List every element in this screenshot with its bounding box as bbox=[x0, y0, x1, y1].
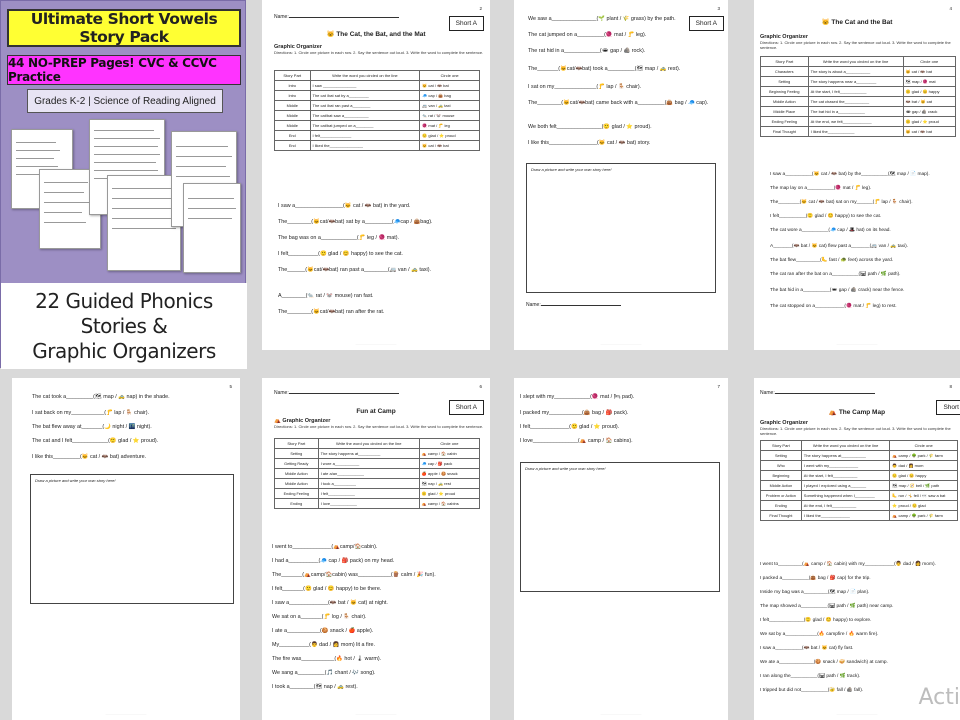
table-row: Middle The cat/bat jumped on a________ 🧶 mat / 🦵 leg bbox=[275, 121, 480, 131]
worksheet-page-7 bbox=[514, 378, 728, 720]
page-number: 7 bbox=[717, 384, 720, 389]
story-sentence: I tripped but did not__________(🤕 fall / 🪨 fall). bbox=[760, 688, 864, 693]
story-sentence: I felt_____________(🙂 glad / ⭐ proud). bbox=[520, 424, 620, 430]
cover-subtitle-banner: 44 NO-PREP Pages! CVC & CCVC Practice bbox=[7, 55, 241, 85]
worksheet-page-4 bbox=[754, 0, 960, 350]
cover-bottom-line1: 22 Guided Phonics Stories & bbox=[35, 288, 213, 338]
short-a-badge: Short bbox=[936, 400, 960, 415]
story-sentence: My__________(👨 dad / 👩 mom) lit a fire. bbox=[272, 642, 376, 648]
story-sentence: I felt_____________(🙂 glad / 😊 happy) to explore. bbox=[760, 618, 872, 623]
directions-text: Directions: 1. Circle one picture in each row. 2. Say the sentence out loud. 3. Write the word to complete the sentence. bbox=[760, 426, 951, 437]
story-sentence: The map showed a__________(🛤 path / 🌿 path) near camp. bbox=[760, 604, 894, 609]
draw-prompt: Draw a picture and write your own story here! bbox=[525, 466, 606, 471]
story-sentence: I took a________(🗺 nap / 🚕 rest). bbox=[272, 684, 358, 690]
table-header: Circle one bbox=[419, 439, 479, 449]
table-row: Middle Action I ate a/an____________ 🍎 apple / 🍪 snack bbox=[275, 469, 480, 479]
story-sentence: I like this________________(🐱 cat / 🦇 bat) story. bbox=[528, 140, 651, 146]
graphic-organizer-table bbox=[760, 440, 958, 521]
story-sentence: The________(🐱cat/🦇bat) came back with a_________(👜 bag / 🧢 cap). bbox=[528, 100, 709, 106]
organizer-heading: ⛺ Graphic Organizer bbox=[274, 418, 331, 424]
table-row: Who I went with my_____________ 👨 dad / 👩 mom bbox=[761, 461, 958, 471]
story-sentence: The bat flew_________(🦶 fast / 🐢 feet) across the yard. bbox=[770, 258, 894, 263]
table-row: Middle Place The bat hid in a____________ 🕳 gap / 🪨 crack bbox=[761, 107, 956, 117]
worksheet-page-8 bbox=[754, 378, 960, 720]
story-sentence: I felt_______(🙂 glad / 😊 happy) to be there. bbox=[272, 586, 382, 592]
directions-text: Directions: 1. Circle one picture in each row. 2. Say the sentence out loud. 3. Write the word to complete the sentence. bbox=[760, 40, 951, 51]
story-sentence: I went to_________(⛺ camp / 🏠 cabin) with my___________(👨 dad / 👩 mom). bbox=[760, 562, 936, 567]
story-sentence: I saw a________________(🐱 cat / 🦇 bat) in the yard. bbox=[278, 203, 411, 209]
directions-text: Directions: 1. Circle one picture in each row. 2. Say the sentence out loud. 3. Write the word to complete the sentence. bbox=[274, 50, 484, 55]
story-sentence: The_______(🐱cat/🦇bat) took a_________(🗺 map / 🚕 rest). bbox=[528, 66, 681, 72]
story-sentence: The bat hid in a__________(🕳 gap / 🪨 crack) near the fence. bbox=[770, 288, 905, 293]
table-row: Middle The cat/bat saw a___________ 🐀 rat / 🐭 mouse bbox=[275, 111, 480, 121]
table-row: Ending Feeling At the end, we felt_____________ 🙂 glad / ⭐ proud bbox=[761, 117, 956, 127]
name-field: Name: bbox=[274, 390, 399, 396]
table-header: Story Part bbox=[275, 439, 319, 449]
story-sentence: The bag was on a____________(🦵 leg / 🧶 mat). bbox=[278, 235, 400, 241]
story-sentence: The________(🐱cat/🦇bat) ran after the rat. bbox=[278, 309, 385, 315]
story-sentence: I like this_________(🐱 cat / 🦇 bat) adventure. bbox=[32, 454, 147, 460]
story-sentence: We both felt_______________(🙂 glad / ⭐ proud). bbox=[528, 124, 652, 130]
table-row: Problem or Action Something happened when I_________ 🦶 run / 🤸 fell / 👀 saw a bat bbox=[761, 491, 958, 501]
table-row: Middle The cat /bat ran past a________ 🚐 van / 🚕 taxi bbox=[275, 101, 480, 111]
story-sentence: The cat wore a__________(🧢 cap / 🎩 hat) on its head. bbox=[770, 228, 891, 233]
table-row: Beginning At the start, I felt___________ 🙂 glad / 😊 happy bbox=[761, 471, 958, 481]
organizer-heading: Graphic Organizer bbox=[274, 44, 322, 50]
table-row: Ending At the end, I felt___________ ⭐ proud / 🙂 glad bbox=[761, 501, 958, 511]
table-row: Final Thought I liked the____________ 🐱 cat / 🦇 bat bbox=[761, 127, 956, 137]
table-row: Final Thought I liked the_____________ ⛺ camp / 🌳 park / 🌾 farm bbox=[761, 511, 958, 521]
story-sentence: We sat on a_______(🦵 log / 🪑 chair). bbox=[272, 614, 367, 620]
story-sentence: A________(🐀 rat / 🐭 mouse) ran fast. bbox=[278, 293, 374, 299]
story-sentence: The bat flew away at_______(🌙 night / 🌃 night). bbox=[32, 424, 152, 430]
table-header: Circle one bbox=[903, 57, 955, 67]
graphic-organizer-table bbox=[760, 56, 956, 137]
page-number: 2 bbox=[479, 6, 482, 11]
story-sentence: I packed my___________(👜 bag / 🎒 pack). bbox=[520, 410, 629, 416]
story-sentence: The______(🐱cat/🦇bat) ran past a________(🚐 van / 🚕 taxi). bbox=[278, 267, 432, 273]
table-row: Middle Action I played / explored using a_______ 🗺 map / 🧭 bell / 🌿 path bbox=[761, 481, 958, 491]
story-sentence: The cat took a_________(🗺 map / 🚕 nap) in the shade. bbox=[32, 394, 170, 400]
table-row: Intro I saw _______________ 🐱 cat / 🦇 bat bbox=[275, 81, 480, 91]
page-footer: ········································· bbox=[836, 712, 878, 716]
story-sentence: I love_______________(⛺ camp / 🏠 cabins). bbox=[520, 438, 633, 444]
table-row: Ending I love____________ ⛺ camp / 🏠 cabins bbox=[275, 499, 480, 509]
story-sentence: I ate a___________(🍪 snack / 🍎 apple). bbox=[272, 628, 374, 634]
worksheet-page-5 bbox=[12, 378, 240, 720]
story-sentence: I sat back on my___________(🦵 lap / 🪑 chair). bbox=[32, 410, 150, 416]
story-sentence: A_______(🦇 bat / 🐱 cat) flew past a_______(🚐 van / 🚕 taxi). bbox=[770, 244, 909, 249]
story-sentence: Inside my bag was a_________(🗺 map / 📄 plan). bbox=[760, 590, 870, 595]
draw-prompt: Draw a picture and write your own story here! bbox=[35, 478, 116, 483]
story-sentence: I sat on my______________(🦵 lap / 🪑 chair). bbox=[528, 84, 642, 90]
activation-watermark: Acti bbox=[918, 685, 960, 710]
story-sentence: I saw a_____________(🦇 bat / 🐱 cat) at night. bbox=[272, 600, 388, 606]
worksheet-page-6 bbox=[262, 378, 490, 720]
story-title: 🐱 The Cat and the Bat bbox=[821, 19, 893, 26]
page-number: 8 bbox=[949, 384, 952, 389]
story-sentence: We sat by a____________(🔥 campfire / 🔥 warm fire). bbox=[760, 632, 879, 637]
name-field: Name: bbox=[760, 390, 875, 396]
story-title: Fun at Camp bbox=[356, 408, 396, 415]
story-sentence: The cat stopped on a___________(🧶 mat / 🦵 leg) to rest. bbox=[770, 304, 897, 309]
thumbnail-page bbox=[183, 183, 241, 273]
story-sentence: The________(🐱 cat / 🦇 bat) sat on my______(🦵 lap / 🪑 chair). bbox=[770, 200, 913, 205]
short-a-badge: Short A bbox=[449, 16, 484, 31]
table-row: Beginning Feeling At the start, I felt____________ 🙂 glad / 😊 happy bbox=[761, 87, 956, 97]
table-row: Setting The story happens near a_________ 🗺 map / 🧶 mat bbox=[761, 77, 956, 87]
table-header: Story Part bbox=[761, 57, 809, 67]
cover-tile bbox=[0, 0, 246, 368]
table-header: Story Part bbox=[275, 71, 311, 81]
worksheet-page-3 bbox=[514, 0, 728, 350]
worksheet-page-2 bbox=[262, 0, 490, 350]
story-sentence: I felt__________(🙂 glad / 😊 happy) to see the cat. bbox=[278, 251, 403, 257]
organizer-heading: Graphic Organizer bbox=[760, 34, 808, 40]
page-number: 3 bbox=[717, 6, 720, 11]
story-sentence: I packed a__________(👜 bag / 🎒 cap) for the trip. bbox=[760, 576, 871, 581]
directions-text: Directions: 1. Circle one picture in each row. 2. Say the sentence out loud. 3. Write the word to complete the sentence. bbox=[274, 424, 484, 429]
draw-box[interactable] bbox=[520, 462, 720, 592]
story-sentence: The rat hid in a____________(🕳 gap / 🪨 rock). bbox=[528, 48, 646, 54]
page-number: 5 bbox=[229, 384, 232, 389]
story-sentence: I saw a__________(🐱 cat / 🦇 bat) by the__________(🗺 map / 📄 map). bbox=[770, 172, 930, 177]
draw-box[interactable] bbox=[30, 474, 234, 604]
table-row: Intro The cat /bat sat by a_________ 🧢 cap / 👜 bag bbox=[275, 91, 480, 101]
name-field: Name: bbox=[526, 302, 621, 308]
thumbnail-page bbox=[107, 175, 181, 271]
table-row: Middle Action The cat chased the___________ 🦇 bat / 🐱 cat bbox=[761, 97, 956, 107]
name-field: Name: bbox=[274, 14, 399, 20]
cover-title-banner: Ultimate Short Vowels Story Pack bbox=[7, 9, 241, 47]
story-sentence: I ran along the__________(🛤 path / 🌿 track). bbox=[760, 674, 861, 679]
story-sentence: The cat ran after the bat on a__________(🛤 path / 🌿 path). bbox=[770, 272, 901, 277]
table-row: Setting The story happens at___________ ⛺ camp / 🌳 park / 🌾 farm bbox=[761, 451, 958, 461]
story-title: ⛺ The Camp Map bbox=[828, 409, 886, 416]
table-row: Middle Action I took a__________ 🗺 nap / 🚕 rest bbox=[275, 479, 480, 489]
short-a-badge: Short A bbox=[689, 16, 724, 31]
table-row: Getting Ready I wore a___________ 🧢 cap / 🎒 pack bbox=[275, 459, 480, 469]
table-row: End I liked the_______________ 🐱 cat / 🦇 bat bbox=[275, 141, 480, 151]
cover-thumbnail-collage bbox=[11, 119, 241, 279]
table-header: Write the word you circled on the line bbox=[801, 441, 890, 451]
graphic-organizer-table bbox=[274, 70, 480, 151]
page-number: 4 bbox=[949, 6, 952, 11]
short-a-badge: Short A bbox=[449, 400, 484, 415]
story-sentence: The map lay on a__________(🧶 mat / 🦵 leg). bbox=[770, 186, 872, 191]
story-sentence: The fire was___________(🔥 hot / 🌡 warm). bbox=[272, 656, 382, 662]
table-header: Write the word you circled on the line bbox=[808, 57, 903, 67]
page-footer: ········································· bbox=[355, 712, 397, 716]
table-row: Setting The story happens at__________ ⛺ camp / 🏠 cabin bbox=[275, 449, 480, 459]
page-footer: ········································· bbox=[836, 342, 878, 346]
story-sentence: I felt__________(🙂 glad / 😊 happy) to see the cat. bbox=[770, 214, 882, 219]
story-sentence: I had a__________(🧢 cap / 🎒 pack) on my head. bbox=[272, 558, 395, 564]
cover-bottom-title bbox=[1, 283, 247, 369]
story-sentence: The________(🐱cat/🦇bat) sat by a_________(🧢cap / 👜bag). bbox=[278, 219, 433, 225]
story-sentence: We ate a_____________(🍪 snack / 🥪 sandwich) at camp. bbox=[760, 660, 888, 665]
graphic-organizer-table bbox=[274, 438, 480, 509]
draw-box[interactable] bbox=[526, 163, 716, 293]
page-footer: ········································· bbox=[600, 342, 642, 346]
story-sentence: We sang a_________(🎵 chant / 🎶 song). bbox=[272, 670, 376, 676]
table-row: Characters The story is about a___________ 🐱 cat / 🦇 bat bbox=[761, 67, 956, 77]
cover-grades-banner: Grades K-2 | Science of Reading Aligned bbox=[27, 89, 223, 113]
table-header: Circle one bbox=[890, 441, 958, 451]
story-sentence: The_______(⛺camp/🏠cabin) was___________(🪵 calm / 🎉 fun). bbox=[272, 572, 436, 578]
story-sentence: The cat jumped on a_________(🧶 mat / 🦵 leg). bbox=[528, 32, 647, 38]
page-footer: ········································· bbox=[600, 712, 642, 716]
organizer-heading: Graphic Organizer bbox=[760, 420, 808, 426]
story-sentence: I slept with my____________(🧶 mat / 🛏 pad). bbox=[520, 394, 635, 400]
draw-prompt: Draw a picture and write your own story here! bbox=[531, 167, 612, 172]
table-header: Circle one bbox=[420, 71, 480, 81]
story-sentence: The cat and I felt____________(🙂 glad / ⭐ proud). bbox=[32, 438, 159, 444]
table-header: Story Part bbox=[761, 441, 802, 451]
table-header: Write the word you circled on the line bbox=[318, 439, 419, 449]
page-number: 6 bbox=[479, 384, 482, 389]
cover-bottom-line2: Graphic Organizers bbox=[32, 338, 216, 363]
page-footer: ········································· bbox=[355, 342, 397, 346]
page-footer: ········································· bbox=[105, 712, 147, 716]
story-sentence: I saw a__________(🦇 bat / 🐱 cat) fly fast. bbox=[760, 646, 854, 651]
table-header: Write the word you circled on the line bbox=[310, 71, 420, 81]
story-sentence: I went to_____________(⛺camp/🏠cabin). bbox=[272, 544, 378, 550]
story-sentence: We saw a_______________(🌱 plant / 🌾 grass) by the path. bbox=[528, 16, 676, 22]
table-row: End I felt______________ 🙂 glad / ⭐ proud bbox=[275, 131, 480, 141]
story-title: 🐱 The Cat, the Bat, and the Mat bbox=[326, 31, 426, 38]
table-row: Ending Feeling I felt____________ 🙂 glad / ⭐ proud bbox=[275, 489, 480, 499]
